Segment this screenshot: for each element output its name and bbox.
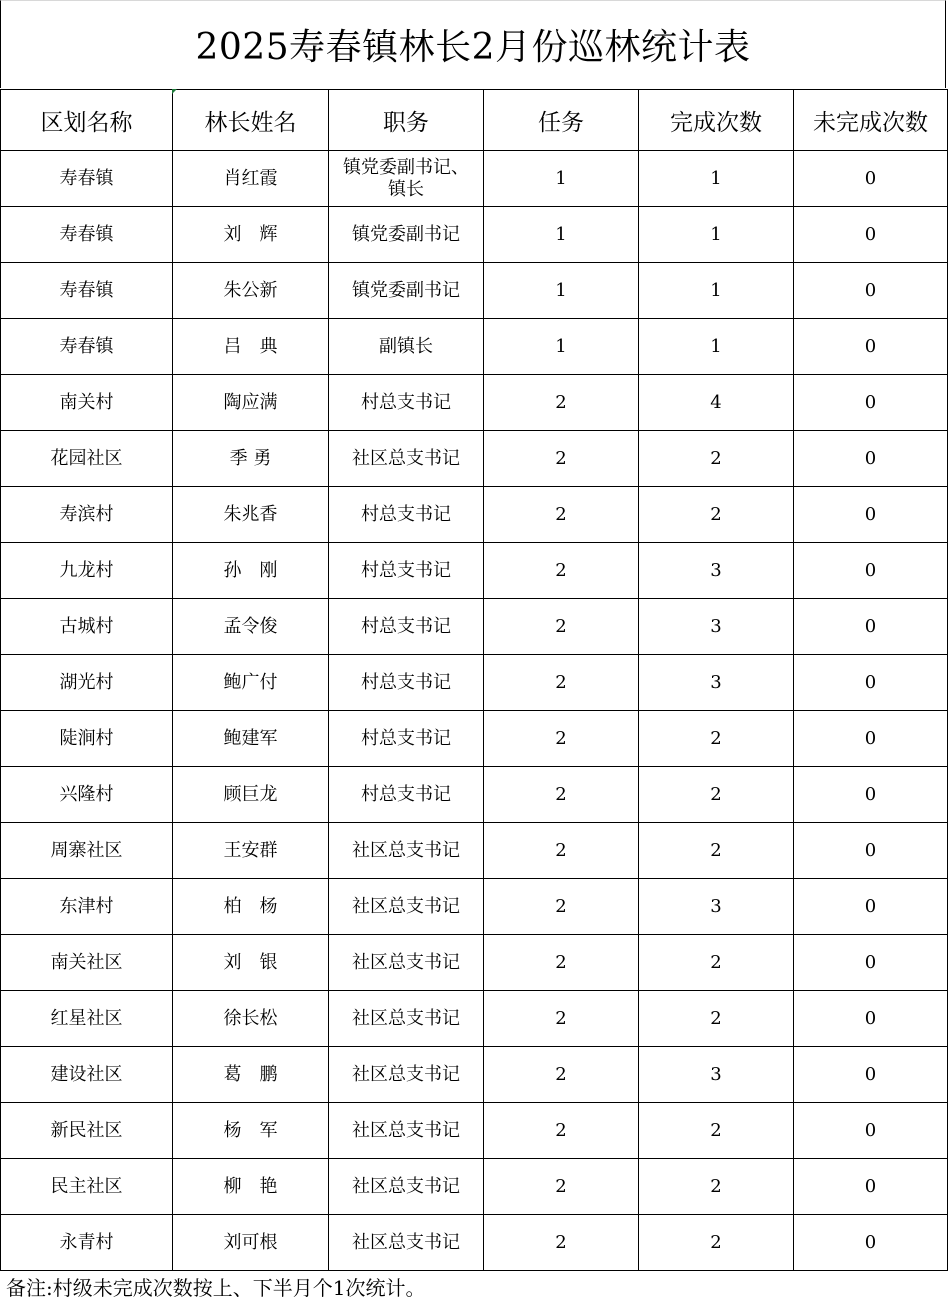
cell-undone-count[interactable]: 0 (794, 935, 948, 991)
cell-region[interactable]: 南关村 (1, 375, 173, 431)
cell-name[interactable]: 刘 辉 (173, 207, 329, 263)
cell-task[interactable]: 2 (484, 711, 639, 767)
cell-position-text: 村总支书记 (361, 503, 451, 525)
cell-position-text: 村总支书记 (361, 559, 451, 581)
cell-done-count[interactable]: 3 (639, 543, 794, 599)
cell-task[interactable]: 1 (484, 207, 639, 263)
cell-undone-count[interactable]: 0 (794, 375, 948, 431)
cell-position[interactable] (329, 1215, 484, 1271)
cell-undone-count[interactable]: 0 (794, 487, 948, 543)
cell-position[interactable] (329, 879, 484, 935)
cell-position-text: 副镇长 (379, 335, 433, 357)
cell-task[interactable]: 2 (484, 1215, 639, 1271)
cell-task[interactable]: 2 (484, 431, 639, 487)
cell-done-count[interactable]: 1 (639, 207, 794, 263)
table-row (1, 487, 948, 543)
cell-task[interactable]: 2 (484, 655, 639, 711)
table-row (1, 431, 948, 487)
cell-task[interactable]: 2 (484, 375, 639, 431)
cell-undone-count[interactable]: 0 (794, 823, 948, 879)
cell-done-count[interactable]: 3 (639, 655, 794, 711)
cell-done-count[interactable]: 4 (639, 375, 794, 431)
cell-done-count[interactable]: 1 (639, 151, 794, 207)
cell-region[interactable]: 民主社区 (1, 1159, 173, 1215)
cell-done-count[interactable]: 2 (639, 935, 794, 991)
header-region[interactable]: 区划名称 (1, 90, 173, 151)
cell-undone-count[interactable]: 0 (794, 207, 948, 263)
table-row (1, 207, 948, 263)
cell-position[interactable] (329, 263, 484, 319)
cell-name[interactable]: 季 勇 (173, 431, 329, 487)
cell-done-count[interactable]: 2 (639, 767, 794, 823)
cell-task[interactable]: 1 (484, 263, 639, 319)
cell-region[interactable]: 古城村 (1, 599, 173, 655)
cell-task[interactable]: 1 (484, 151, 639, 207)
cell-name[interactable]: 徐长松 (173, 991, 329, 1047)
cell-position-text: 社区总支书记 (352, 1063, 460, 1085)
cell-undone-count[interactable]: 0 (794, 151, 948, 207)
cell-region[interactable]: 花园社区 (1, 431, 173, 487)
cell-task[interactable]: 1 (484, 319, 639, 375)
table-row (1, 711, 948, 767)
cell-position[interactable] (329, 655, 484, 711)
cell-region[interactable]: 东津村 (1, 879, 173, 935)
cell-task[interactable]: 2 (484, 767, 639, 823)
cell-done-count[interactable]: 2 (639, 823, 794, 879)
cell-position-text: 镇党委副书记 (352, 223, 460, 245)
footnote: 备注:村级未完成次数按上、下半月个1次统计。 (6, 1276, 426, 1300)
table-row (1, 1215, 948, 1271)
cell-name[interactable]: 孙 刚 (173, 543, 329, 599)
cell-done-count[interactable]: 2 (639, 991, 794, 1047)
cell-done-count[interactable]: 1 (639, 263, 794, 319)
cell-task[interactable]: 2 (484, 1047, 639, 1103)
cell-undone-count[interactable]: 0 (794, 1159, 948, 1215)
cell-done-count[interactable]: 2 (639, 431, 794, 487)
cell-done-count[interactable]: 2 (639, 1159, 794, 1215)
cell-name[interactable]: 柳 艳 (173, 1159, 329, 1215)
cell-name[interactable]: 肖红霞 (173, 151, 329, 207)
table-row (1, 543, 948, 599)
cell-task[interactable]: 2 (484, 599, 639, 655)
cell-undone-count[interactable]: 0 (794, 599, 948, 655)
table-row (1, 655, 948, 711)
header-done-count[interactable]: 完成次数 (639, 90, 794, 151)
stats-table (0, 89, 948, 1271)
cell-done-count[interactable]: 2 (639, 487, 794, 543)
cell-name[interactable]: 葛 鹏 (173, 1047, 329, 1103)
cell-position[interactable] (329, 151, 484, 207)
table-row (1, 1103, 948, 1159)
cell-position[interactable] (329, 1159, 484, 1215)
cell-position-text: 镇党委副书记 (352, 279, 460, 301)
table-row (1, 263, 948, 319)
cell-region[interactable]: 寿春镇 (1, 263, 173, 319)
cell-position[interactable] (329, 823, 484, 879)
cell-name[interactable]: 朱公新 (173, 263, 329, 319)
cell-region[interactable]: 南关社区 (1, 935, 173, 991)
cell-name[interactable]: 刘可根 (173, 1215, 329, 1271)
cell-name[interactable]: 杨 军 (173, 1103, 329, 1159)
table-row (1, 823, 948, 879)
cell-task[interactable]: 2 (484, 823, 639, 879)
cell-region[interactable]: 红星社区 (1, 991, 173, 1047)
cell-name[interactable]: 王安群 (173, 823, 329, 879)
header-row (1, 90, 948, 151)
cell-done-count[interactable]: 3 (639, 1047, 794, 1103)
cell-position-text: 社区总支书记 (352, 839, 460, 861)
cell-position-text: 村总支书记 (361, 783, 451, 805)
cell-position-text: 社区总支书记 (352, 1007, 460, 1029)
table-row (1, 1047, 948, 1103)
cell-done-count[interactable]: 3 (639, 879, 794, 935)
table-row (1, 767, 948, 823)
cell-task[interactable]: 2 (484, 991, 639, 1047)
cell-task[interactable]: 2 (484, 487, 639, 543)
cell-undone-count[interactable]: 0 (794, 767, 948, 823)
cell-comment-marker (172, 89, 177, 94)
cell-undone-count[interactable]: 0 (794, 711, 948, 767)
cell-name[interactable]: 鲍广付 (173, 655, 329, 711)
cell-region[interactable]: 湖光村 (1, 655, 173, 711)
cell-position-text: 村总支书记 (361, 391, 451, 413)
cell-position[interactable] (329, 991, 484, 1047)
cell-region[interactable]: 建设社区 (1, 1047, 173, 1103)
table-row (1, 319, 948, 375)
cell-done-count[interactable]: 2 (639, 711, 794, 767)
cell-position-text: 镇党委副书记、镇长 (343, 156, 469, 200)
cell-region[interactable]: 陡涧村 (1, 711, 173, 767)
cell-done-count[interactable]: 2 (639, 1103, 794, 1159)
cell-position[interactable] (329, 543, 484, 599)
cell-position[interactable] (329, 767, 484, 823)
cell-done-count[interactable]: 1 (639, 319, 794, 375)
cell-name[interactable]: 吕 典 (173, 319, 329, 375)
table-row (1, 879, 948, 935)
cell-position-text: 村总支书记 (361, 671, 451, 693)
cell-done-count[interactable]: 3 (639, 599, 794, 655)
cell-undone-count[interactable]: 0 (794, 543, 948, 599)
cell-region[interactable]: 周寨社区 (1, 823, 173, 879)
cell-undone-count[interactable]: 0 (794, 319, 948, 375)
header-undone-count[interactable]: 未完成次数 (794, 90, 948, 151)
cell-region[interactable]: 寿滨村 (1, 487, 173, 543)
cell-name[interactable]: 鲍建军 (173, 711, 329, 767)
cell-position[interactable] (329, 207, 484, 263)
cell-position-text: 社区总支书记 (352, 447, 460, 469)
cell-undone-count[interactable]: 0 (794, 431, 948, 487)
cell-position[interactable] (329, 431, 484, 487)
cell-position-text: 社区总支书记 (352, 1231, 460, 1253)
cell-position[interactable] (329, 1103, 484, 1159)
cell-position-text: 社区总支书记 (352, 895, 460, 917)
cell-undone-count[interactable]: 0 (794, 1103, 948, 1159)
cell-position[interactable] (329, 711, 484, 767)
cell-position[interactable] (329, 935, 484, 991)
cell-region[interactable]: 寿春镇 (1, 151, 173, 207)
cell-position[interactable] (329, 375, 484, 431)
cell-name[interactable]: 刘 银 (173, 935, 329, 991)
cell-position-text: 社区总支书记 (352, 951, 460, 973)
cell-task[interactable]: 2 (484, 543, 639, 599)
table-row (1, 991, 948, 1047)
cell-undone-count[interactable]: 0 (794, 655, 948, 711)
cell-position[interactable] (329, 319, 484, 375)
table-body (1, 151, 948, 1271)
cell-position-text: 社区总支书记 (352, 1119, 460, 1141)
cell-region[interactable]: 兴隆村 (1, 767, 173, 823)
cell-position-text: 村总支书记 (361, 615, 451, 637)
cell-position-text: 社区总支书记 (352, 1175, 460, 1197)
cell-region[interactable]: 寿春镇 (1, 319, 173, 375)
sheet-title[interactable]: 2025寿春镇林长2月份巡林统计表 (0, 0, 946, 88)
cell-region[interactable]: 寿春镇 (1, 207, 173, 263)
cell-region[interactable]: 九龙村 (1, 543, 173, 599)
cell-position[interactable] (329, 487, 484, 543)
cell-undone-count[interactable]: 0 (794, 1215, 948, 1271)
cell-position-text: 村总支书记 (361, 727, 451, 749)
header-forest-chief-name[interactable]: 林长姓名 (173, 90, 329, 151)
table-row (1, 375, 948, 431)
cell-name[interactable]: 孟令俊 (173, 599, 329, 655)
cell-position[interactable] (329, 1047, 484, 1103)
cell-task[interactable]: 2 (484, 935, 639, 991)
header-task[interactable]: 任务 (484, 90, 639, 151)
cell-task[interactable]: 2 (484, 879, 639, 935)
cell-undone-count[interactable]: 0 (794, 879, 948, 935)
header-position[interactable]: 职务 (329, 90, 484, 151)
cell-region[interactable]: 新民社区 (1, 1103, 173, 1159)
cell-position[interactable] (329, 599, 484, 655)
cell-task[interactable]: 2 (484, 1159, 639, 1215)
cell-undone-count[interactable]: 0 (794, 991, 948, 1047)
cell-done-count[interactable]: 2 (639, 1215, 794, 1271)
cell-undone-count[interactable]: 0 (794, 1047, 948, 1103)
table-row (1, 935, 948, 991)
table-row (1, 1159, 948, 1215)
cell-name[interactable]: 陶应满 (173, 375, 329, 431)
cell-region[interactable]: 永青村 (1, 1215, 173, 1271)
cell-name[interactable]: 顾巨龙 (173, 767, 329, 823)
cell-name[interactable]: 柏 杨 (173, 879, 329, 935)
table-row (1, 599, 948, 655)
cell-undone-count[interactable]: 0 (794, 263, 948, 319)
cell-name[interactable]: 朱兆香 (173, 487, 329, 543)
cell-task[interactable]: 2 (484, 1103, 639, 1159)
table-row (1, 151, 948, 207)
